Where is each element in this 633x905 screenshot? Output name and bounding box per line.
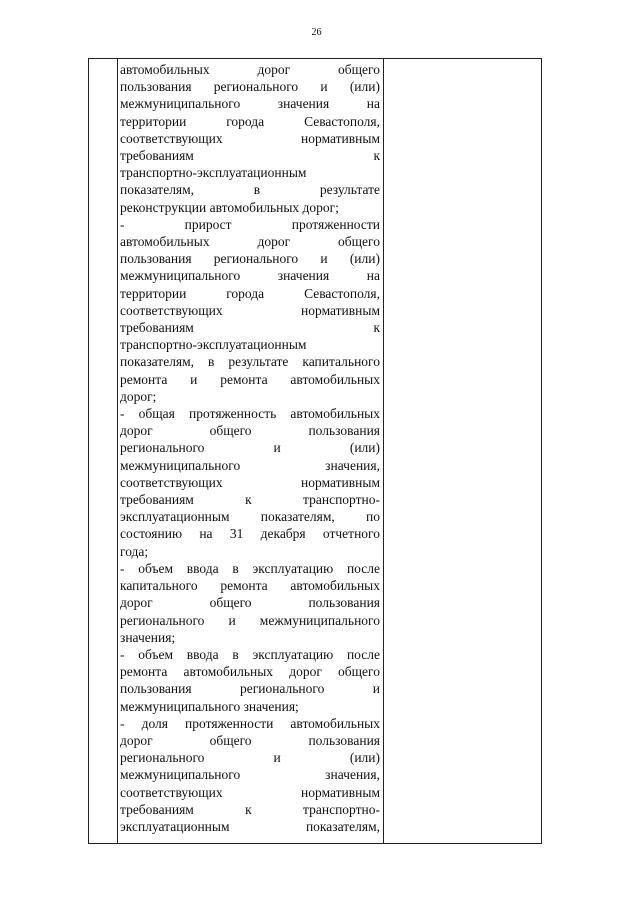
text-line: соответствующих нормативным (120, 130, 380, 146)
text-line: требованиям к (120, 148, 380, 164)
text-line: межмуниципального значения; (120, 698, 299, 714)
text-line: ремонта и ремонта автомобильных (120, 371, 380, 387)
text-line: капитального ремонта автомобильных (120, 578, 380, 594)
text-line: автомобильных дорог общего (120, 234, 380, 250)
indicator-paragraph (120, 61, 380, 216)
text-line: эксплуатационным показателям, (120, 818, 380, 834)
text-line: территории города Севастополя, (120, 285, 380, 301)
table-cell-left-empty (89, 59, 118, 844)
page-number: 26 (311, 27, 322, 38)
text-line: реконструкции автомобильных дорог; (120, 199, 339, 215)
text-line: пользования регионального и (120, 681, 380, 697)
text-line: требованиям к транспортно- (120, 801, 380, 817)
text-line: межмуниципального значения, (120, 767, 380, 783)
text-line: транспортно-эксплуатационным (120, 337, 307, 353)
text-line: транспортно-эксплуатационным (120, 165, 307, 181)
text-line: - объем ввода в эксплуатацию после (120, 646, 380, 662)
indicator-table (88, 58, 542, 844)
text-line: требованиям к (120, 320, 380, 336)
text-line: показателям, в результате капитального (120, 354, 380, 370)
table-row (89, 59, 542, 844)
text-line: дорог; (120, 388, 157, 404)
text-line: регионального и межмуниципального (120, 612, 380, 628)
text-line: значения; (120, 629, 176, 645)
text-line: соответствующих нормативным (120, 474, 380, 490)
table-cell-indicators (118, 59, 384, 844)
text-line: - объем ввода в эксплуатацию после (120, 560, 380, 576)
text-line: эксплуатационным показателям, по (120, 509, 380, 525)
text-line: пользования регионального и (или) (120, 79, 380, 95)
text-line: соответствующих нормативным (120, 784, 380, 800)
text-line: межмуниципального значения на (120, 96, 380, 112)
text-line: межмуниципального значения, (120, 457, 380, 473)
indicator-paragraph (120, 646, 380, 715)
text-line: - общая протяженность автомобильных (120, 406, 380, 422)
text-line: показателям, в результате (120, 182, 380, 198)
text-line: требованиям к транспортно- (120, 492, 380, 508)
text-line: ремонта автомобильных дорог общего (120, 664, 380, 680)
indicator-paragraph (120, 216, 380, 405)
text-line: - доля протяженности автомобильных (120, 715, 380, 731)
indicator-paragraph (120, 715, 380, 835)
text-line: дорог общего пользования (120, 423, 380, 439)
indicator-paragraph (120, 405, 380, 560)
text-line: межмуниципального значения на (120, 268, 380, 284)
text-line: дорог общего пользования (120, 732, 380, 748)
text-line: пользования регионального и (или) (120, 251, 380, 267)
indicator-paragraph (120, 560, 380, 646)
text-line: регионального и (или) (120, 440, 380, 456)
text-line: соответствующих нормативным (120, 302, 380, 318)
table-cell-right-empty (384, 59, 542, 844)
text-line: - прирост протяженности (120, 216, 380, 232)
indicator-text (118, 59, 383, 835)
text-line: состоянию на 31 декабря отчетного (120, 526, 380, 542)
text-line: автомобильных дорог общего (120, 62, 380, 77)
text-line: дорог общего пользования (120, 595, 380, 611)
text-line: регионального и (или) (120, 750, 380, 766)
text-line: территории города Севастополя, (120, 113, 380, 129)
text-line: года; (120, 543, 149, 559)
